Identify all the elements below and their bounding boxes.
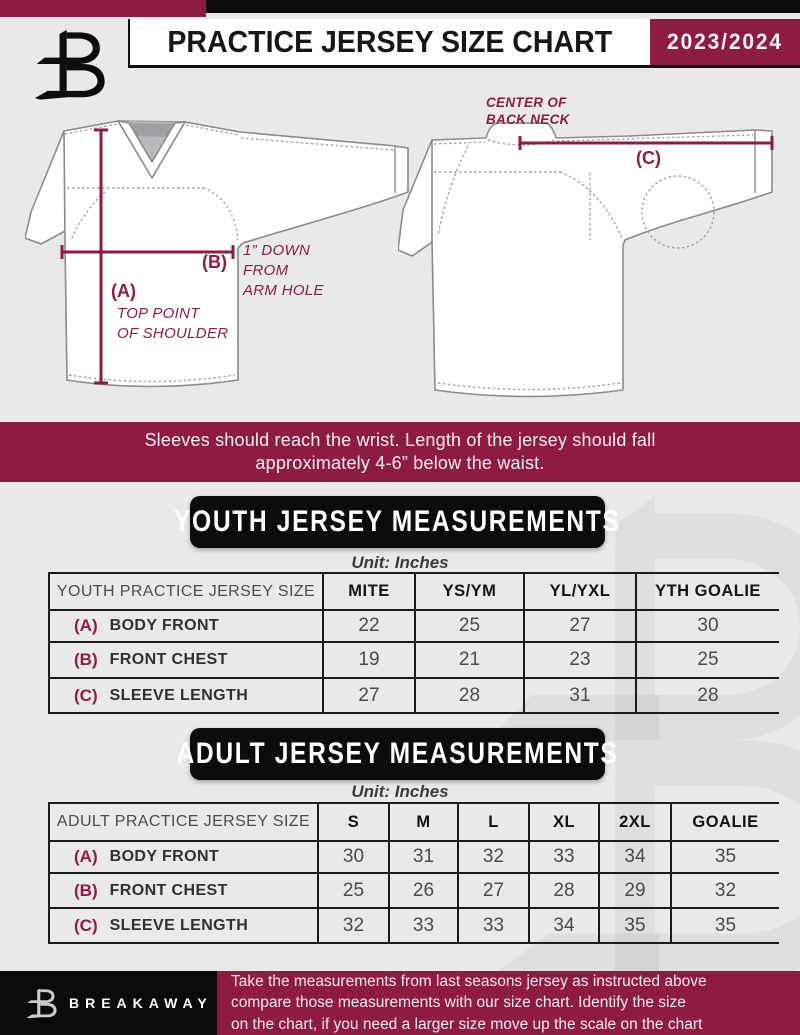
point-c-note (486, 94, 570, 128)
table-cell: 23 (523, 643, 635, 679)
point-b-note-line3: ARM HOLE (243, 282, 324, 299)
row-title: SLEEVE LENGTH (109, 686, 249, 704)
table-cell: 32 (670, 874, 779, 909)
footer-instruction-line1: Take the measurements from last seasons jersey as instructed above (231, 972, 707, 990)
point-a-note-line1: TOP POINT (117, 305, 200, 322)
adult-size-table (48, 802, 779, 944)
table-cell: 22 (322, 611, 414, 643)
adult-unit-label: Unit: Inches (351, 782, 449, 801)
adult-section-banner (176, 728, 619, 780)
footer-instructions (217, 971, 800, 1035)
point-a-note (117, 304, 228, 344)
adult-col-header-s: S (317, 804, 388, 842)
point-b-note-line1: 1” DOWN (243, 242, 311, 259)
table-cell: 29 (598, 874, 670, 909)
row-title: FRONT CHEST (109, 881, 228, 899)
adult-banner-label: ADULT JERSEY MEASUREMENTS (176, 737, 619, 770)
footer-brand-box (0, 971, 217, 1035)
adult-col-header-l: L (457, 804, 528, 842)
point-c-note-line2: BACK NECK (486, 112, 570, 127)
row-title: SLEEVE LENGTH (109, 916, 249, 934)
youth-row-label-front-chest (50, 643, 322, 679)
table-cell: 31 (388, 842, 457, 874)
season-box (650, 19, 800, 65)
youth-banner-label: YOUTH JERSEY MEASUREMENTS (174, 505, 621, 538)
youth-size-table (48, 572, 779, 714)
youth-unit-label: Unit: Inches (351, 553, 449, 572)
table-cell: 34 (598, 842, 670, 874)
table-cell: 35 (670, 842, 779, 874)
table-cell: 28 (528, 874, 598, 909)
season-label: 2023/2024 (667, 29, 783, 54)
table-cell: 34 (528, 909, 598, 944)
table-cell: 35 (598, 909, 670, 944)
table-cell: 28 (635, 679, 779, 714)
table-cell: 33 (457, 909, 528, 944)
youth-col-header-mite: MITE (322, 574, 414, 611)
adult-col-header-goalie: GOALIE (670, 804, 779, 842)
row-title: BODY FRONT (109, 848, 220, 865)
row-title: FRONT CHEST (109, 651, 228, 668)
youth-section-banner (174, 496, 621, 548)
table-cell: 27 (322, 679, 414, 714)
fit-notice-line2: approximately 4-6” below the waist. (255, 453, 545, 473)
table-cell: 25 (635, 643, 779, 679)
back-jersey-diagram (398, 90, 790, 405)
breakaway-b-logo-icon (32, 26, 114, 102)
adult-col-header-xl: XL (528, 804, 598, 842)
page-title: PRACTICE JERSEY SIZE CHART (167, 24, 613, 59)
adult-row-label-sleeve-length (50, 909, 317, 944)
point-c-note-line1: CENTER OF (486, 95, 567, 110)
row-key: (A) (74, 616, 98, 635)
fit-notice-line1: Sleeves should reach the wrist. Length of the jersey should fall (144, 430, 656, 450)
row-key: (C) (74, 915, 98, 935)
point-a-note-line2: OF SHOULDER (117, 325, 229, 342)
adult-row-label-front-chest (50, 874, 317, 909)
table-cell: 26 (388, 874, 457, 909)
page-title-box (130, 19, 650, 65)
header-black-strip (206, 0, 800, 13)
youth-col-header-goalie: YTH GOALIE (635, 574, 779, 611)
point-a-key: (A) (111, 281, 136, 301)
adult-row-label-body-front (50, 842, 317, 874)
point-b-key: (B) (202, 252, 227, 272)
header-maroon-strip (0, 0, 206, 17)
fit-notice-banner (0, 422, 800, 482)
youth-row-label-body-front (50, 611, 322, 643)
table-cell: 33 (388, 909, 457, 944)
table-cell: 35 (670, 909, 779, 944)
table-cell: 27 (457, 874, 528, 909)
row-key: (B) (74, 650, 98, 669)
table-cell: 31 (523, 679, 635, 714)
table-cell: 32 (457, 842, 528, 874)
table-cell: 25 (414, 611, 523, 643)
point-c-key: (C) (636, 148, 661, 168)
table-cell: 32 (317, 909, 388, 944)
adult-table-corner-header: ADULT PRACTICE JERSEY SIZE (50, 804, 317, 842)
adult-col-header-m: M (388, 804, 457, 842)
title-bar (128, 19, 800, 68)
row-key: (B) (74, 880, 98, 900)
table-cell: 27 (523, 611, 635, 643)
youth-col-header-ysym: YS/YM (414, 574, 523, 611)
youth-table-corner-header: YOUTH PRACTICE JERSEY SIZE (50, 574, 322, 611)
brand-name: BREAKAWAY (69, 995, 213, 1011)
point-b-note (243, 241, 324, 301)
table-cell: 21 (414, 643, 523, 679)
row-key: (A) (74, 847, 98, 866)
table-cell: 19 (322, 643, 414, 679)
breakaway-b-logo-icon (26, 985, 60, 1021)
table-cell: 30 (317, 842, 388, 874)
footer-instruction-line2: compare those measurements with our size chart. Identify the size (231, 994, 686, 1012)
point-b-note-line2: FROM (243, 262, 289, 279)
table-cell: 33 (528, 842, 598, 874)
footer-instruction-line3: on the chart, if you need a larger size move up the scale on the chart (231, 1015, 703, 1033)
table-cell: 25 (317, 874, 388, 909)
row-key: (C) (74, 685, 98, 705)
adult-col-header-2xl: 2XL (598, 804, 670, 842)
table-cell: 30 (635, 611, 779, 643)
table-cell: 28 (414, 679, 523, 714)
row-title: BODY FRONT (109, 617, 220, 634)
youth-col-header-ylyxl: YL/YXL (523, 574, 635, 611)
youth-row-label-sleeve-length (50, 679, 322, 714)
